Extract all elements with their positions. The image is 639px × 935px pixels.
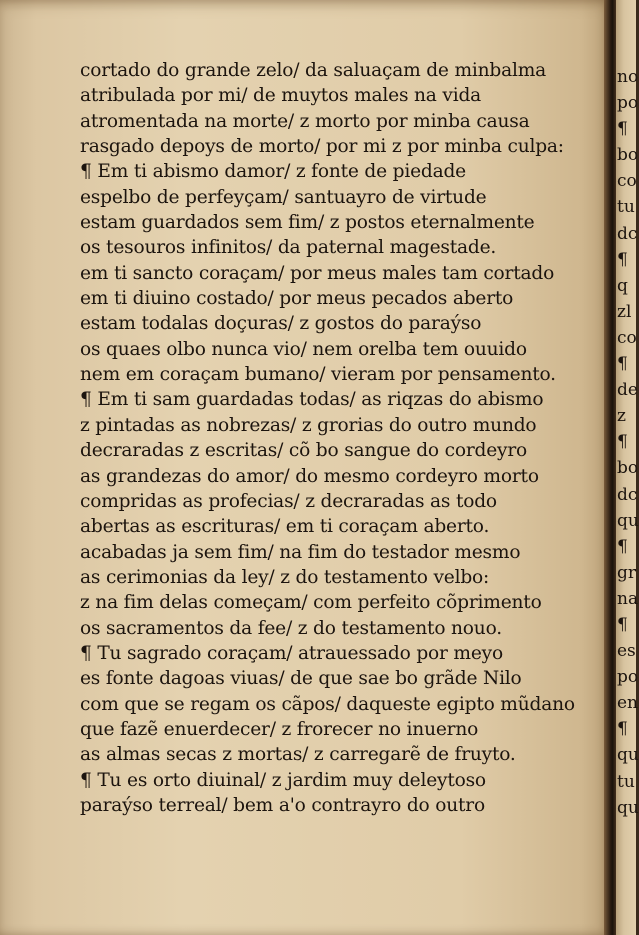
text-line: que fazẽ enuerdecer/ z frorecer no inuerno — [80, 718, 479, 740]
text-line: cortado do grande zelo/ da saluaçam de minbalma — [80, 60, 547, 81]
fragment-line: zl — [617, 301, 632, 322]
poem-text-block — [80, 58, 605, 818]
fragment-line: z — [617, 406, 626, 427]
text-line: estam todalas doçuras/ z gostos do paraýso — [80, 313, 482, 335]
text-line: as grandezas do amor/ do mesmo cordeyro morto — [80, 465, 539, 487]
text-line: compridas as profecias/ z decraradas as todo — [80, 490, 497, 512]
fragment-line: ¶ — [617, 536, 628, 557]
text-line: com que se regam os cãpos/ daqueste egipto mũdano — [80, 693, 575, 715]
fragment-line: es — [617, 641, 636, 662]
text-line: decraradas z escritas/ cõ bo sangue do cordeyro — [80, 440, 528, 462]
fragment-line: po — [617, 93, 639, 114]
fragment-line: ¶ — [617, 354, 628, 375]
fragment-line: qu — [617, 745, 639, 766]
text-line: rasgado depoys de morto/ por mi z por minba culpa: — [80, 136, 564, 158]
text-line: as almas secas z mortas/ z carregarẽ de fruyto. — [80, 744, 516, 766]
fragment-line: ¶ — [617, 119, 628, 140]
right-page-fragments — [617, 64, 639, 821]
text-line: ¶ Em ti abismo damor/ z fonte de piedade — [80, 161, 466, 183]
fragment-line: dc — [617, 223, 638, 244]
fragment-line: de — [617, 380, 638, 401]
text-line: acabadas ja sem fim/ na fim do testador mesmo — [80, 541, 521, 563]
fragment-line: bo — [617, 458, 639, 479]
text-line: ¶ Tu sagrado coraçam/ atrauessado por meyo — [80, 642, 503, 664]
fragment-line: co — [617, 171, 637, 192]
fragment-line: no — [617, 67, 639, 87]
fragment-line: co — [617, 327, 637, 348]
fragment-line: qu — [617, 797, 639, 818]
text-line: z pintadas as nobrezas/ z grorias do outro mundo — [80, 414, 537, 436]
text-line: os quaes olbo nunca vio/ nem orelba tem ouuido — [80, 338, 527, 360]
fragment-line: en — [617, 693, 639, 714]
fragment-line: ¶ — [617, 432, 628, 453]
text-line: em ti sancto coraçam/ por meus males tam cortado — [80, 262, 555, 284]
text-line: os tesouros infinitos/ da paternal magestade. — [80, 237, 497, 259]
fragment-line: q — [617, 275, 628, 296]
text-line: nem em coraçam bumano/ vieram por pensamento. — [80, 364, 556, 386]
fragment-line: po — [617, 667, 639, 688]
right-page-edge — [616, 0, 639, 935]
fragment-line: bo — [617, 145, 639, 166]
text-line: estam guardados sem fim/ z postos eternalmente — [80, 212, 535, 234]
text-line: ¶ Tu es orto diuinal/ z jardim muy deleytoso — [80, 769, 486, 791]
text-line: as cerimonias da ley/ z do testamento velbo: — [80, 566, 490, 588]
fragment-line: tu — [617, 197, 635, 218]
text-line: paraýso terreal/ bem a'o contrayro do outro — [80, 794, 485, 816]
text-line: abertas as escrituras/ em ti coraçam aberto. — [80, 516, 490, 538]
fragment-line: qu — [617, 510, 639, 531]
fragment-line: gr — [617, 562, 637, 583]
text-line: es fonte dagoas viuas/ de que sae bo grãde Nilo — [80, 668, 522, 690]
fragment-line: ¶ — [617, 249, 628, 270]
fragment-line: ¶ — [617, 719, 628, 740]
fragment-line: tu — [617, 771, 635, 792]
text-line: em ti diuino costado/ por meus pecados aberto — [80, 288, 514, 310]
fragment-line: na — [617, 588, 639, 609]
text-line: atribulada por mi/ de muytos males na vida — [80, 85, 482, 107]
text-line: atromentada na morte/ z morto por minba causa — [80, 110, 530, 132]
fragment-line: dc — [617, 484, 638, 505]
text-line: os sacramentos da fee/ z do testamento nouo. — [80, 617, 502, 639]
fragment-line: ¶ — [617, 614, 628, 635]
text-line: z na fim delas começam/ com perfeito cõprimento — [80, 592, 542, 614]
text-line: ¶ Em ti sam guardadas todas/ as riqzas do abismo — [80, 389, 544, 411]
text-line: espelbo de perfeyçam/ santuayro de virtude — [80, 186, 487, 208]
